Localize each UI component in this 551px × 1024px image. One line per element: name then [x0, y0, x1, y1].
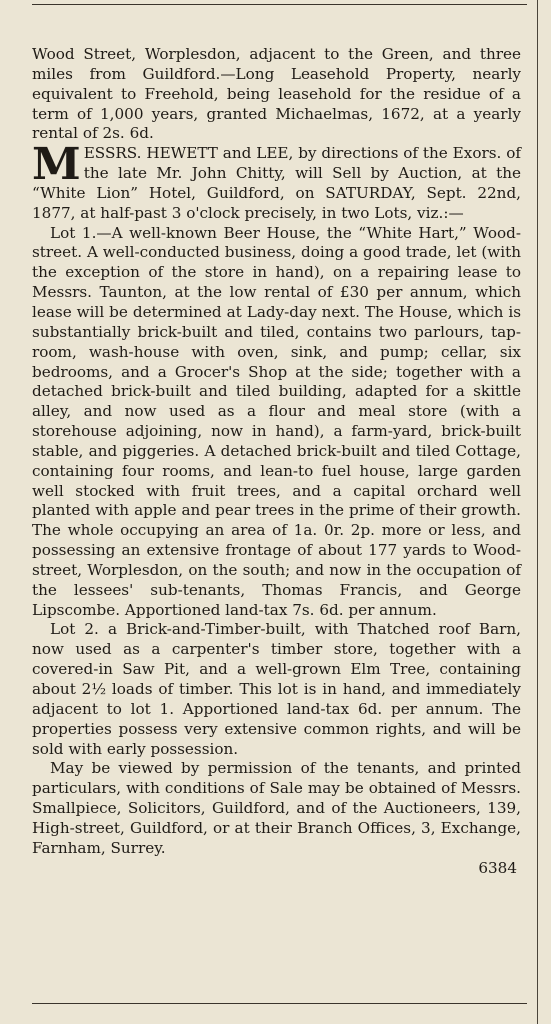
opening-paragraph	[32, 139, 521, 223]
viewing-paragraph: May be viewed by permission of the tenants, and printed particulars, with conditions of Sale may be obtained of Messrs. Smallpiece, Solicitors, Guildford, and of the Auctioneers, 139, High-street, Guildford, or at their Branch Offices, 3, Exchange, Farnham, Surrey.	[32, 759, 521, 857]
property-description: Wood Street, Worplesdon, adjacent to the Green, and three miles from Guildford.—Long Leasehold Property, nearly equivalent to Freehold, being leasehold for the residue of a term of 1,000 years, granted Michaelmas, 1672, at a yearly rental of 2s. 6d.	[32, 45, 521, 143]
drop-cap: M	[32, 139, 81, 191]
advert-code: 6384	[478, 858, 517, 877]
auction-notice	[32, 45, 521, 878]
bottom-rule	[32, 1003, 527, 1004]
column-divider	[537, 0, 538, 1024]
lot-1-paragraph: Lot 1.—A well-known Beer House, the “White Hart,” Wood-street. A well-conducted business, doing a good trade, let (with the exception of the store in hand), on a repairing lease to Messrs. Taunton, at the low rental of £30 per annum, which lease will be determined at Lady-day next. The House, which is substantially brick-built and tiled, contains two parlours, tap-room, wash-house with oven, sink, and pump; cellar, six bedrooms, and a Grocer's Shop at the side; together with a detached brick-built and tiled building, adapted for a skittle alley, and now used as a flour and meal store (with a storehouse adjoining, now in hand), a farm-yard, brick-built stable, and piggeries. A detached brick-built and tiled Cottage, containing four rooms, and lean-to fuel house, large garden well stocked with fruit trees, and a capital orchard well planted with apple and pear trees in the prime of their growth. The whole occupying an area of 1a. 0r. 2p. more or less, and possessing an extensive frontage of about 177 yards to Wood-street, Worplesdon, on the south; and now in the occupation of the lessees' sub-tenants, Thomas Francis, and George Lipscombe. Apportioned land-tax 7s. 6d. per annum.	[32, 223, 521, 619]
lot-2-paragraph: Lot 2. a Brick-and-Timber-built, with Thatched roof Barn, now used as a carpenter's timber store, together with a covered-in Saw Pit, and a well-grown Elm Tree, containing about 2½ loads of timber. This lot is in hand, and immediately adjacent to lot 1. Apportioned land-tax 6d. per annum. The properties possess very extensive common rights, and will be sold with early possession.	[32, 620, 521, 758]
top-rule	[32, 4, 527, 5]
opening-text: ESSRS. HEWETT and LEE, by directions of the Exors. of the late Mr. John Chitty, will Sell by Auction, at the “White Lion” Hotel, Guildford, on SATURDAY, Sept. 22nd, 1877, at half-past 3 o'clock precisely, in two Lots, viz.:—	[32, 144, 521, 222]
